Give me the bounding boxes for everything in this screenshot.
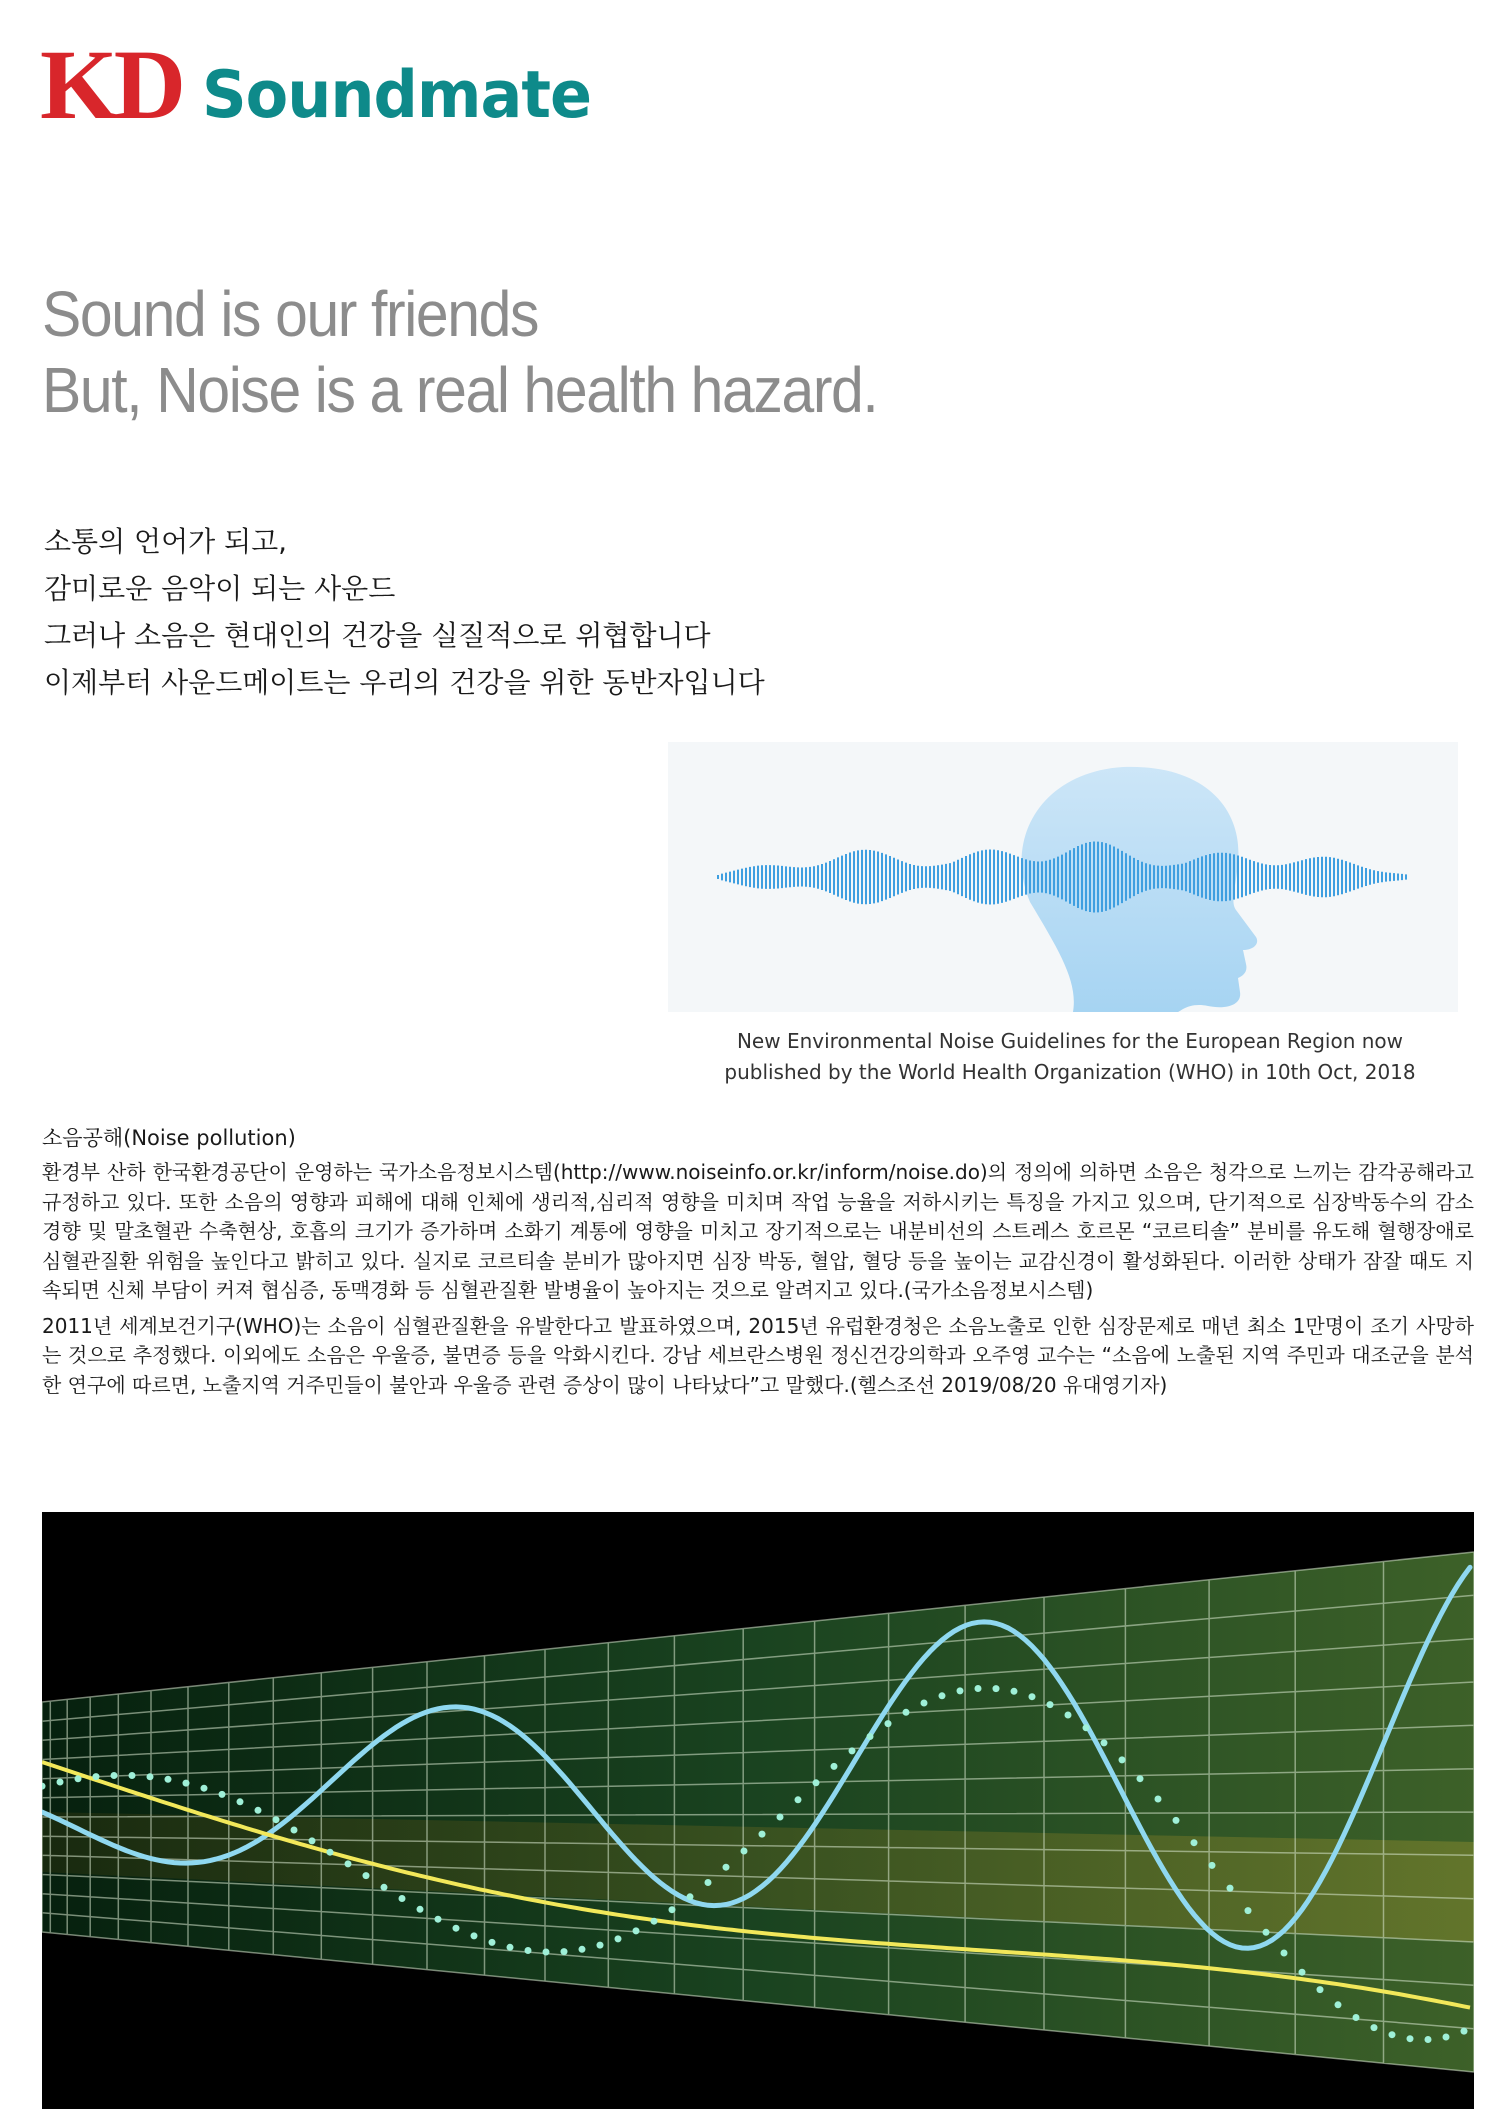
intro-line: 소통의 언어가 되고, bbox=[44, 525, 288, 558]
headline bbox=[42, 276, 877, 428]
head-soundwave-illustration bbox=[668, 742, 1458, 1012]
intro-line: 감미로운 음악이 되는 사운드 bbox=[44, 572, 396, 605]
head-soundwave-icon bbox=[668, 742, 1458, 1012]
caption-line-2: published by the World Health Organization (WHO) in 10th Oct, 2018 bbox=[724, 1060, 1416, 1084]
sound-wave-grid-illustration bbox=[42, 1512, 1474, 2109]
caption-line-1: New Environmental Noise Guidelines for the European Region now bbox=[736, 1029, 1404, 1053]
section-title: 소음공해(Noise pollution) bbox=[42, 1126, 296, 1150]
sound-wave-grid-icon bbox=[42, 1512, 1474, 2109]
section-paragraph: 환경부 산하 한국환경공단이 운영하는 국가소음정보시스템(http://www.noiseinfo.or.kr/inform/noise.do)의 정의에 의하면 소음은 청각으로 느끼는 감각공해라고 규정하고 있다. 또한 소음의 영향과 피해에 대해 인체에 생리적,심리적 영향을 미치며 작업 능율을 저하시키는 특징을 가지고 있으며, 단기적으로 심장박동수의 감소경향 및 말초혈관 수축현상, 호흡의 크기가 증가하며 소화기 계통에 영향을 미치고 장기적으로는 내분비선의 스트레스 호르몬 “코르티솔” 분비를 유도해 혈행장애로 심혈관질환 위험을 높인다고 밝히고 있다. 실지로 코르티솔 분비가 많아지면 심장 박동, 혈압, 혈당 등을 높이는 교감신경이 활성화된다. 이러한 상태가 잠잘 때도 지속되면 신체 부담이 커져 협심증, 동맥경화 등 심혈관질환 발병율이 높아지는 것으로 알려지고 있다.(국가소음정보시스템) bbox=[42, 1160, 1474, 1302]
headline-line-2: But, Noise is a real health hazard. bbox=[42, 354, 878, 426]
logo-wordmark: Soundmate bbox=[202, 56, 592, 133]
logo-kd: KD bbox=[40, 29, 182, 140]
intro-text bbox=[44, 518, 765, 706]
headline-line-1: Sound is our friends bbox=[42, 278, 539, 350]
section-paragraph: 2011년 세계보건기구(WHO)는 소음이 심혈관질환을 유발한다고 발표하였으며, 2015년 유럽환경청은 소음노출로 인한 심장문제로 매년 최소 1만명이 조기 사망하는 것으로 추정했다. 이외에도 소음은 우울증, 불면증 등을 악화시킨다. 강남 세브란스병원 정신건강의학과 오주영 교수는 “소음에 노출된 지역 주민과 대조군을 분석한 연구에 따르면, 노출지역 거주민들이 불안과 우울증 관련 증상이 많이 나타났다”고 말했다.(헬스조선 2019/08/20 유대영기자) bbox=[42, 1313, 1474, 1397]
brand-logo bbox=[40, 29, 592, 140]
intro-line: 그러나 소음은 현대인의 건강을 실질적으로 위협합니다 bbox=[44, 619, 711, 652]
noise-pollution-section bbox=[42, 1120, 1474, 1406]
figure-caption bbox=[690, 1026, 1450, 1088]
intro-line: 이제부터 사운드메이트는 우리의 건강을 위한 동반자입니다 bbox=[44, 666, 765, 699]
